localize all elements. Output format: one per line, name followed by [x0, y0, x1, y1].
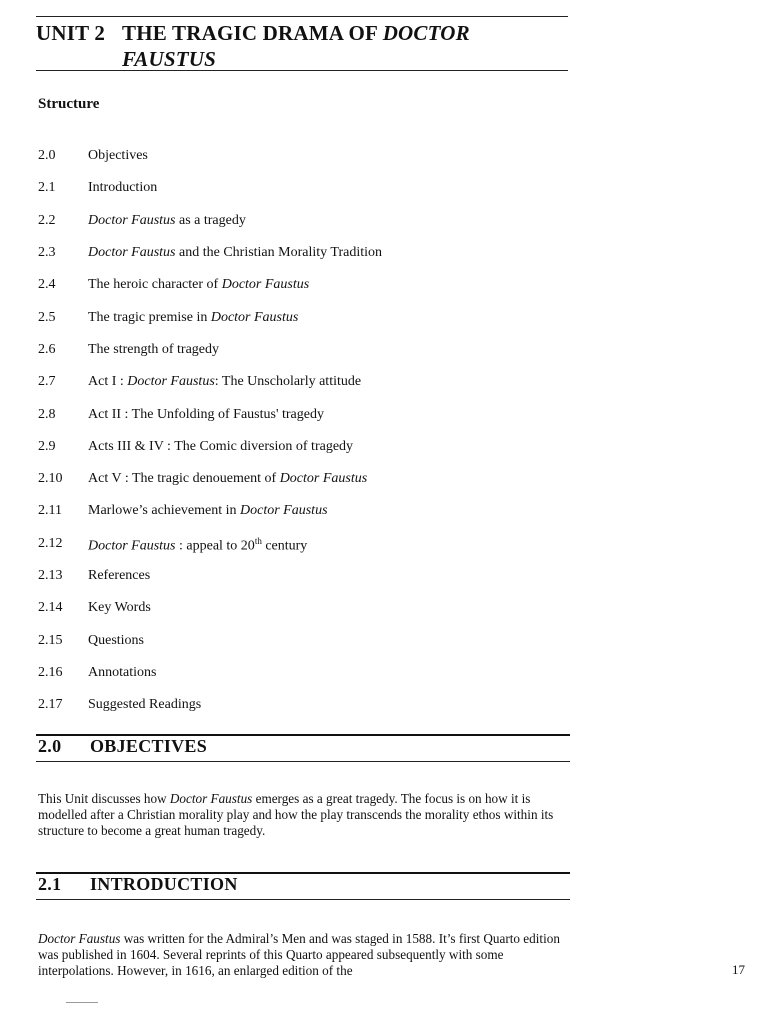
toc-item-title — [88, 244, 578, 262]
italic-text: Doctor Faustus — [221, 277, 310, 293]
unit-label: UNIT 2 — [36, 21, 106, 45]
text: : appeal to 20 — [175, 538, 255, 554]
toc-item-number: 2.13 — [38, 568, 63, 583]
toc-item — [38, 205, 578, 237]
toc-item-title — [88, 179, 578, 197]
toc-item — [38, 140, 578, 172]
unit-title-italic: DOCTOR — [382, 21, 470, 45]
toc-item — [38, 624, 578, 656]
text: References — [88, 568, 151, 583]
introduction-paragraph — [38, 931, 568, 979]
italic-text: Doctor Faustus — [210, 309, 299, 325]
toc-item — [38, 172, 578, 204]
toc-item-title — [88, 532, 578, 556]
introduction-bottom-rule — [36, 899, 570, 900]
table-of-contents — [38, 140, 578, 721]
toc-item — [38, 657, 578, 689]
toc-item — [38, 398, 578, 430]
toc-item-number: 2.0 — [38, 148, 56, 164]
toc-item — [38, 463, 578, 495]
text: Key Words — [88, 600, 151, 616]
toc-item-title — [88, 502, 578, 520]
toc-item-title — [88, 406, 578, 424]
toc-item — [38, 431, 578, 463]
toc-item-number: 2.4 — [38, 277, 56, 293]
toc-item-title — [88, 147, 578, 165]
header-bottom-rule — [36, 70, 568, 71]
italic-text: Doctor Faustus — [88, 212, 176, 228]
text: Act I : — [88, 374, 128, 390]
objectives-paragraph — [38, 791, 568, 839]
text: as a tragedy — [175, 212, 246, 228]
header-top-rule — [36, 16, 568, 17]
introduction-heading — [38, 874, 238, 895]
text: This Unit discusses how — [38, 791, 170, 806]
toc-item-number: 2.1 — [38, 180, 56, 196]
text: Suggested Readings — [88, 697, 202, 713]
toc-item — [38, 528, 578, 560]
toc-item-number: 2.2 — [38, 212, 56, 228]
unit-title-line2: FAUSTUS — [122, 47, 217, 71]
text: The heroic character of — [88, 277, 222, 293]
toc-item-title — [88, 212, 578, 230]
toc-item-title — [88, 373, 578, 391]
toc-item-number: 2.6 — [38, 341, 56, 357]
italic-text: Doctor Faustus — [127, 374, 215, 390]
toc-item-number: 2.8 — [38, 406, 56, 422]
toc-item-number: 2.3 — [38, 245, 56, 261]
toc-item-number: 2.9 — [38, 438, 56, 454]
page-number: 17 — [732, 962, 745, 977]
toc-item-title — [88, 696, 578, 714]
italic-text: Doctor Faustus — [88, 245, 176, 261]
text: Introduction — [88, 180, 158, 196]
text: Acts III & IV : The Comic diversion of tragedy — [88, 438, 354, 454]
toc-item-number: 2.15 — [38, 632, 63, 648]
text: emerges as a great tragedy. The focus is on how it is modelled after a Christian morality play and how the play transcends the morality ethos within its structure to become a great human tragedy. — [38, 791, 554, 838]
unit-title — [36, 20, 470, 72]
text: and the Christian Morality Tradition — [175, 245, 382, 261]
toc-item-number: 2.7 — [38, 374, 56, 390]
toc-item-number: 2.11 — [38, 503, 62, 519]
text: century — [261, 538, 308, 554]
text: The tragic premise in — [88, 309, 211, 325]
toc-item — [38, 366, 578, 398]
italic-text: Doctor Faustus — [88, 538, 176, 554]
toc-item-title — [88, 664, 578, 682]
toc-item-number: 2.17 — [38, 697, 63, 713]
toc-item-title — [88, 309, 578, 327]
text: The strength of tragedy — [88, 341, 220, 357]
italic-text: Doctor Faustus — [240, 503, 328, 519]
text: Act II : The Unfolding of Faustus' tragedy — [88, 406, 324, 422]
italic-text: Doctor Faustus — [38, 931, 121, 946]
objectives-heading — [38, 736, 207, 757]
toc-item-number: 2.5 — [38, 309, 56, 325]
toc-item-title — [88, 438, 578, 456]
toc-item — [38, 560, 578, 592]
scan-artifact — [66, 1002, 98, 1003]
text: Annotations — [88, 664, 157, 680]
toc-item-number: 2.16 — [38, 664, 63, 680]
toc-item — [38, 592, 578, 624]
toc-item-title — [88, 599, 578, 617]
text: : The Unscholarly attitude — [214, 374, 362, 390]
text: Act V : The tragic denouement of — [88, 471, 280, 487]
objectives-title: OBJECTIVES — [90, 736, 208, 756]
toc-item — [38, 495, 578, 527]
toc-item — [38, 301, 578, 333]
italic-text: Doctor Faustus — [279, 471, 368, 487]
text: was written for the Admiral’s Men and was staged in 1588. It’s first Quarto edition was published in 1604. Several reprints of this Quarto appeared subsequently with some interpolations. However, in 1616, an enlarged edition of the — [38, 931, 560, 978]
introduction-title: INTRODUCTION — [90, 874, 238, 894]
objectives-number: 2.0 — [38, 736, 62, 756]
toc-item-title — [88, 470, 578, 488]
toc-item — [38, 269, 578, 301]
text: Objectives — [88, 148, 148, 164]
unit-title-text: THE TRAGIC DRAMA OF — [122, 21, 383, 45]
toc-item-number: 2.10 — [38, 471, 63, 487]
italic-text: Doctor Faustus — [169, 791, 253, 806]
introduction-number: 2.1 — [38, 874, 62, 894]
objectives-bottom-rule — [36, 761, 570, 762]
text: Marlowe’s achievement in — [88, 503, 241, 519]
toc-item-title — [88, 276, 578, 294]
structure-heading: Structure — [38, 96, 100, 112]
text: Questions — [88, 632, 144, 648]
toc-item-title — [88, 567, 578, 585]
toc-item — [38, 237, 578, 269]
toc-item-number: 2.14 — [38, 600, 63, 616]
toc-item — [38, 334, 578, 366]
toc-item-title — [88, 632, 578, 650]
toc-item — [38, 689, 578, 721]
toc-item-title — [88, 341, 578, 359]
superscript: th — [254, 535, 262, 546]
toc-item-number: 2.12 — [38, 535, 63, 551]
